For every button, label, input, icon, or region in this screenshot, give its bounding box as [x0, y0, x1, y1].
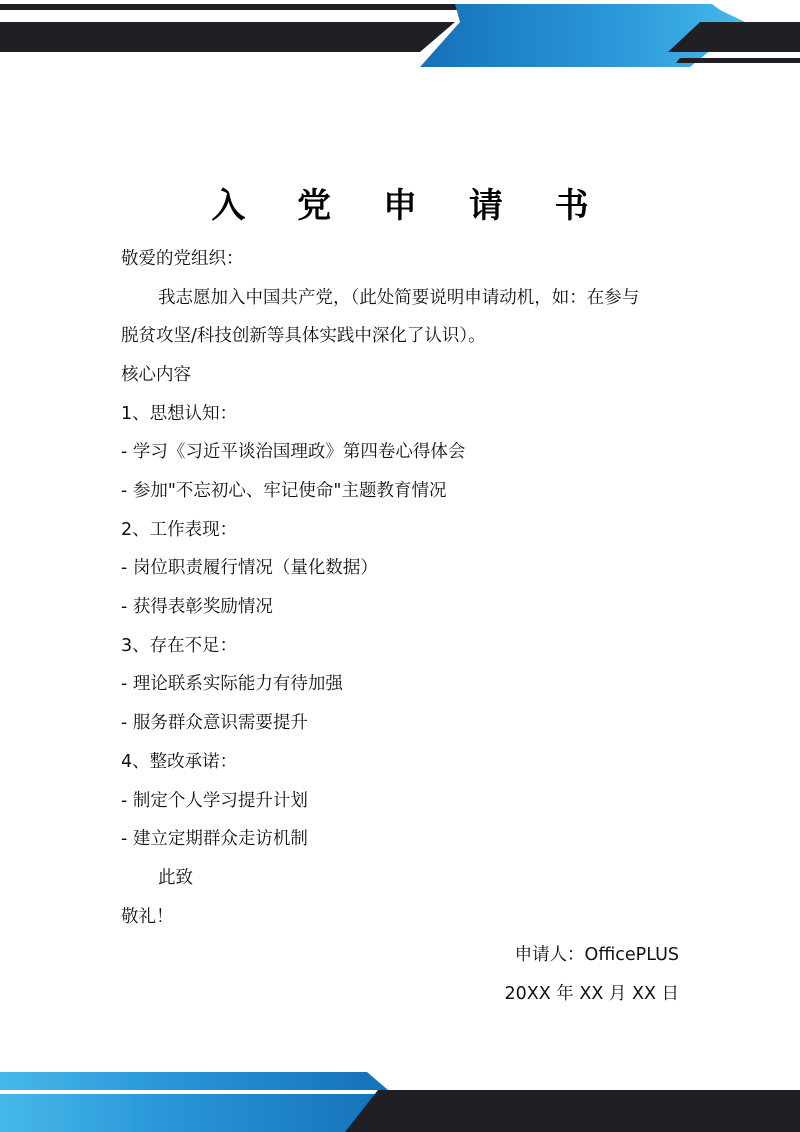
section-item: - 获得表彰奖励情况 — [121, 597, 273, 617]
intro-line: 我志愿加入中国共产党，（此处简要说明申请动机，如：在参与 — [158, 288, 640, 308]
applicant-signature: 申请人：OfficePLUS — [514, 945, 679, 965]
section-item: - 参加"不忘初心、牢记使命"主题教育情况 — [121, 481, 447, 501]
core-heading: 核心内容 — [121, 365, 191, 385]
section-heading: 2、工作表现： — [121, 520, 238, 540]
closing-line: 敬礼！ — [121, 907, 174, 927]
section-heading: 4、整改承诺： — [121, 752, 238, 772]
section-item: - 服务群众意识需要提升 — [121, 713, 308, 733]
section-item: - 学习《习近平谈治国理政》第四卷心得体会 — [121, 442, 466, 462]
section-item: - 岗位职责履行情况（量化数据） — [121, 558, 378, 578]
section-item: - 建立定期群众走访机制 — [121, 829, 308, 849]
header-band — [0, 4, 800, 67]
application-date: 20XX 年 XX 月 XX 日 — [504, 984, 679, 1004]
footer-band — [0, 1072, 800, 1132]
section-heading: 3、存在不足： — [121, 636, 238, 656]
intro-line: 脱贫攻坚/科技创新等具体实践中深化了认识）。 — [121, 326, 486, 346]
section-heading: 1、思想认知： — [121, 404, 238, 424]
salutation: 敬爱的党组织： — [121, 249, 244, 269]
document-title: 入 党 申 请 书 — [211, 186, 609, 226]
closing-line: 此致 — [158, 868, 193, 888]
section-item: - 制定个人学习提升计划 — [121, 791, 308, 811]
section-item: - 理论联系实际能力有待加强 — [121, 674, 343, 694]
